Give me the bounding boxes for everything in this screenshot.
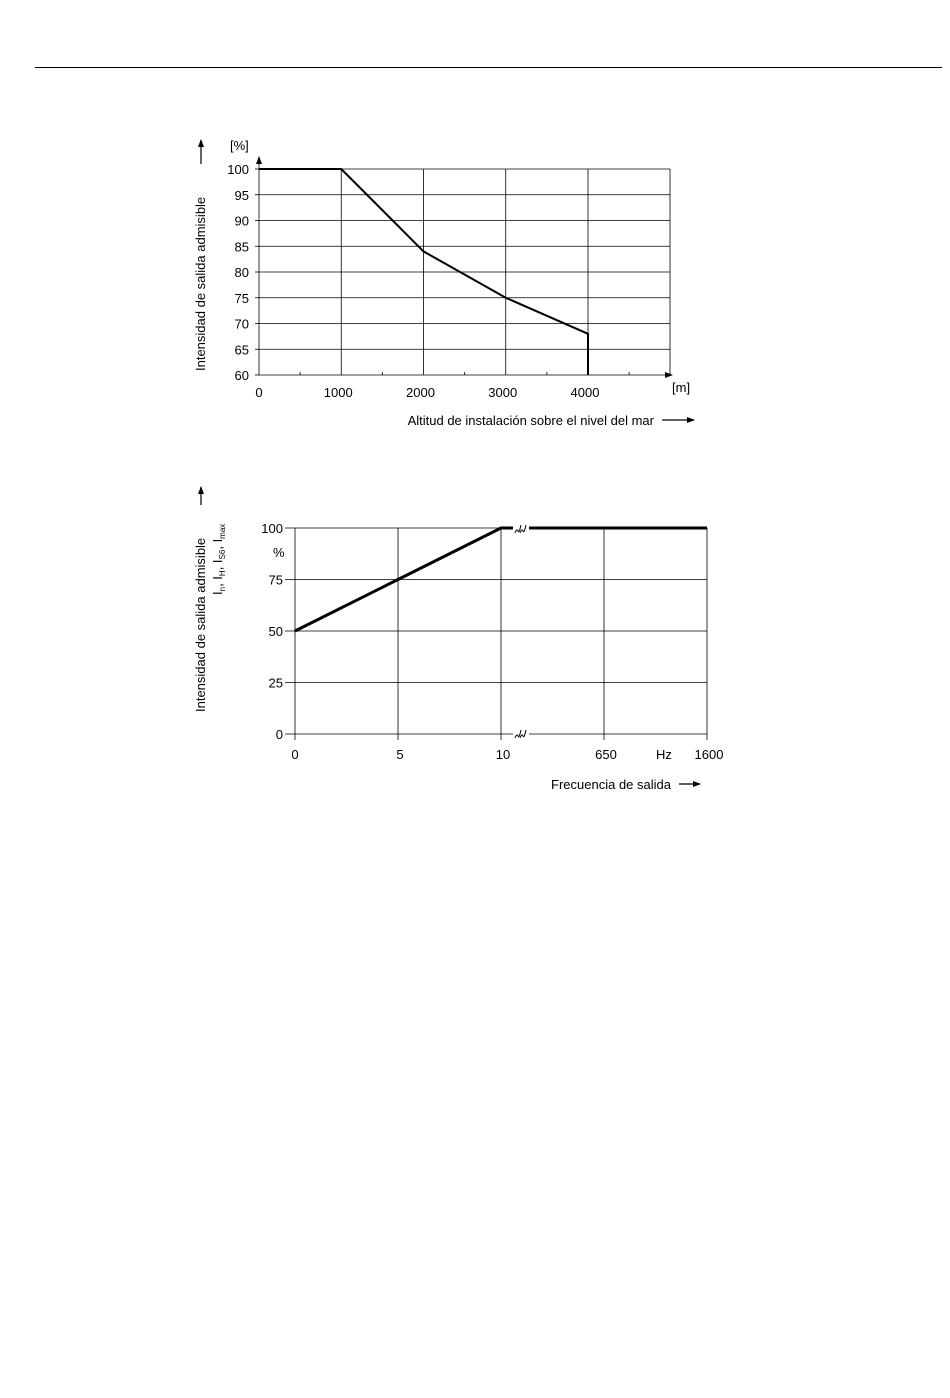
chart2-x-unit: Hz: [656, 747, 672, 762]
chart1-ytick-label: 80: [234, 265, 249, 280]
chart2-y-unit: %: [273, 545, 285, 560]
chart2-axis-break-bottom: [513, 725, 529, 741]
chart2-xtick-label: 10: [495, 747, 511, 762]
chart2-xtick-label: 1600: [694, 747, 724, 762]
chart1-ytick-label: 100: [227, 162, 249, 177]
chart2-ytick-label: 100: [261, 521, 283, 536]
chart1-x-unit: [m]: [672, 380, 691, 395]
chart1-xtick-label: 0: [255, 385, 263, 400]
chart1-ytick-label: 95: [234, 187, 249, 203]
chart2-ytick-label: 50: [268, 624, 283, 639]
chart2-ytick-label: 75: [268, 572, 283, 588]
chart1-xtick-label: 2000: [406, 385, 435, 400]
chart1-ytick-label: 70: [234, 316, 249, 332]
chart1-xticks: [255, 385, 599, 400]
chart2-grid: [285, 528, 707, 740]
chart1-minor-ticks: [300, 372, 629, 375]
chart2-y-label-symbols: $I_n$, $I_H$, $I_{S6}$, $I_{max}$: [210, 523, 227, 595]
chart2-xtick-label: 5: [396, 747, 404, 762]
chart1-yticks: [227, 162, 249, 383]
chart1-ytick-label: 90: [234, 213, 249, 229]
chart2-y-label: Intensidad de salida admisible: [193, 537, 208, 712]
chart2-xtick-label: 650: [595, 747, 617, 762]
chart1-y-label: Intensidad de salida admisible: [193, 196, 208, 371]
chart2-x-label: Frecuencia de salida: [551, 777, 671, 792]
chart1-ytick-label: 75: [234, 290, 249, 306]
chart-altitude: [193, 138, 694, 428]
chart-frequency: [193, 487, 723, 792]
chart2-axis-break-top: [513, 520, 529, 536]
chart2-ytick-label: 25: [268, 675, 283, 691]
chart1-y-unit: [%]: [230, 138, 249, 153]
chart1-grid: [255, 157, 672, 375]
chart1-xtick-label: 3000: [488, 385, 518, 400]
chart1-ytick-label: 85: [234, 239, 249, 255]
chart1-xtick-label: 4000: [570, 385, 600, 400]
chart2-ytick-label: 0: [275, 727, 283, 742]
chart1-ytick-label: 60: [234, 368, 249, 383]
chart1-x-label: Altitud de instalación sobre el nivel del mar: [407, 413, 654, 428]
chart2-xtick-label: 0: [291, 747, 299, 762]
chart1-xtick-label: 1000: [323, 385, 353, 400]
chart1-ytick-label: 65: [234, 342, 249, 358]
